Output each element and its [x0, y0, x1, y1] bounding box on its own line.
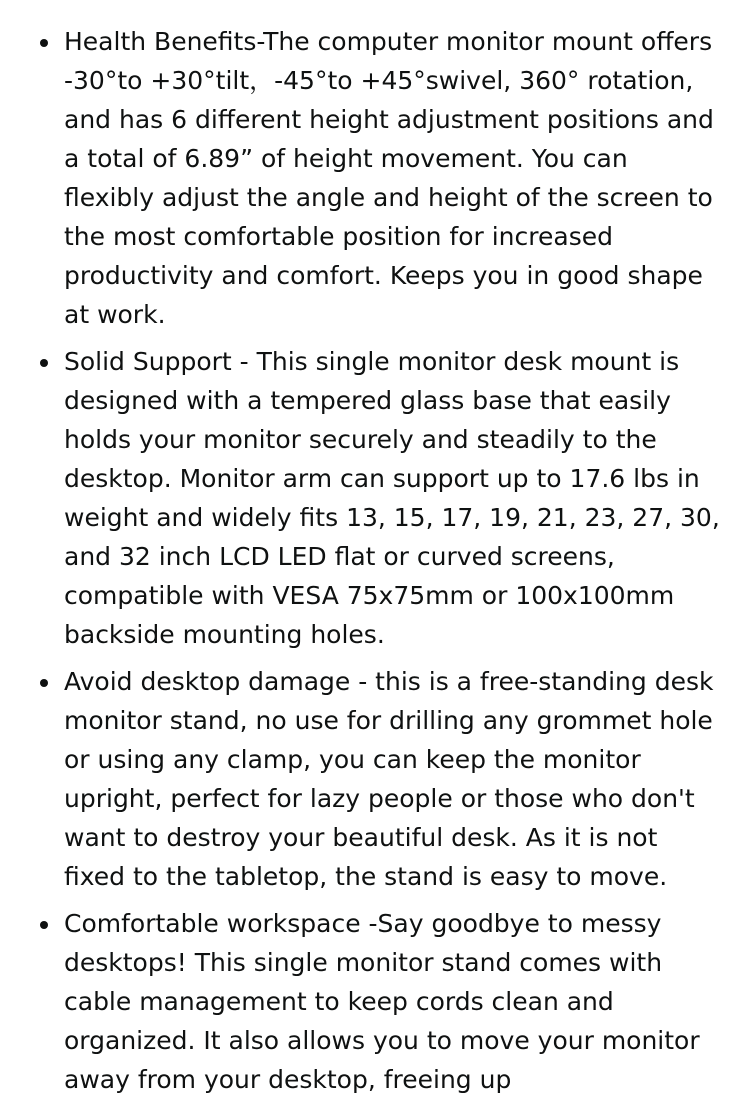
bullet-dot-icon	[40, 39, 48, 47]
list-item	[64, 662, 724, 896]
list-item	[64, 22, 724, 334]
feature-bullet-list	[64, 22, 724, 1107]
bullet-dot-icon	[40, 359, 48, 367]
feature-health-benefits-text: Health Benefits-The computer monitor mount offers -30°to +30°tilt，-45°to +45°swivel, 360° rotation, and has 6 different height adjustment positions and a total of 6.89” of height movement. You can flexibly adjust the angle and height of the screen to the most comfortable position for increased productivity and comfort. Keeps you in good shape at work.	[64, 27, 714, 329]
list-item	[64, 342, 724, 654]
bullet-dot-icon	[40, 679, 48, 687]
bullet-dot-icon	[40, 921, 48, 929]
feature-avoid-desktop-damage-text: Avoid desktop damage - this is a free-standing desk monitor stand, no use for drilling any grommet hole or using any clamp, you can keep the monitor upright, perfect for lazy people or those who don't want to destroy your beautiful desk. As it is not fixed to the tabletop, the stand is easy to move.	[64, 667, 714, 891]
feature-solid-support-text: Solid Support - This single monitor desk mount is designed with a tempered glass base that easily holds your monitor securely and steadily to the desktop. Monitor arm can support up to 17.6 lbs in weight and widely fits 13, 15, 17, 19, 21, 23, 27, 30, and 32 inch LCD LED flat or curved screens, compatible with VESA 75x75mm or 100x100mm backside mounting holes.	[64, 347, 720, 649]
feature-comfortable-workspace-text: Comfortable workspace -Say goodbye to messy desktops! This single monitor stand comes with cable management to keep cords clean and organized. It also allows you to move your monitor away from your desktop, freeing up	[64, 909, 700, 1094]
list-item	[64, 904, 724, 1099]
